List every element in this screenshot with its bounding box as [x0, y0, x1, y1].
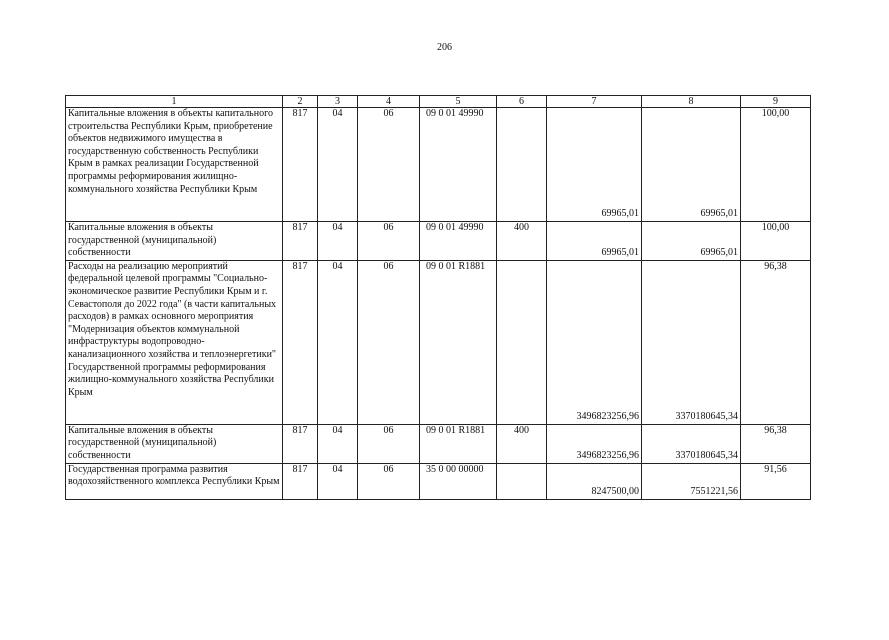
- cell-target-code: 09 0 01 R1881: [420, 424, 497, 463]
- cell-planned-amount: 3496823256,96: [547, 424, 642, 463]
- cell-subsection: 06: [358, 424, 420, 463]
- column-header: 6: [497, 96, 547, 108]
- table-row: [66, 222, 811, 261]
- cell-ministry: 817: [283, 260, 318, 424]
- table-row: [66, 424, 811, 463]
- cell-subsection: 06: [358, 222, 420, 261]
- cell-planned-amount: 3496823256,96: [547, 260, 642, 424]
- cell-planned-amount: 69965,01: [547, 108, 642, 222]
- column-header: 3: [318, 96, 358, 108]
- column-header: 4: [358, 96, 420, 108]
- cell-target-code: 09 0 01 49990: [420, 222, 497, 261]
- column-header: 8: [642, 96, 741, 108]
- row-name: Государственная программа развития водохозяйственного комплекса Республики Крым: [66, 463, 283, 499]
- cell-percent: 100,00: [741, 108, 811, 222]
- table-row: [66, 463, 811, 499]
- cell-target-code: 35 0 00 00000: [420, 463, 497, 499]
- cell-actual-amount: 7551221,56: [642, 463, 741, 499]
- column-header: 7: [547, 96, 642, 108]
- cell-ministry: 817: [283, 424, 318, 463]
- cell-subsection: 06: [358, 463, 420, 499]
- cell-actual-amount: 3370180645,34: [642, 260, 741, 424]
- cell-planned-amount: 69965,01: [547, 222, 642, 261]
- table-row: [66, 260, 811, 424]
- row-name: Капитальные вложения в объекты государственной (муниципальной) собственности: [66, 424, 283, 463]
- cell-actual-amount: 69965,01: [642, 108, 741, 222]
- cell-ministry: 817: [283, 108, 318, 222]
- header-row: [66, 96, 811, 108]
- cell-target-code: 09 0 01 R1881: [420, 260, 497, 424]
- column-header: 5: [420, 96, 497, 108]
- cell-ministry: 817: [283, 222, 318, 261]
- cell-expense-type: [497, 463, 547, 499]
- cell-ministry: 817: [283, 463, 318, 499]
- cell-expense-type: [497, 108, 547, 222]
- cell-expense-type: 400: [497, 222, 547, 261]
- budget-table: [65, 95, 811, 500]
- cell-percent: 96,38: [741, 424, 811, 463]
- cell-expense-type: [497, 260, 547, 424]
- cell-section: 04: [318, 463, 358, 499]
- column-header: 2: [283, 96, 318, 108]
- cell-actual-amount: 3370180645,34: [642, 424, 741, 463]
- row-name: Расходы на реализацию мероприятий федеральной целевой программы "Социально-экономическое развитие Республики Крым и г. Севастополя до 2022 года" (в части капитальных расходов) в рамках основного мероприятия "Модернизация объектов коммунальной инфраструктуры водопроводно-канализационного хозяйства и теплоэнергетики" Государственной программы реформирования жилищно-коммунального хозяйства Республики Крым: [66, 260, 283, 424]
- cell-expense-type: 400: [497, 424, 547, 463]
- cell-subsection: 06: [358, 108, 420, 222]
- row-name: Капитальные вложения в объекты капитального строительства Республики Крым, приобретение объектов недвижимого имущества в государственную собственность Республики Крым в рамках реализации Государственной программы реформирования жилищно-коммунального хозяйства Республики Крым: [66, 108, 283, 222]
- column-header: 1: [66, 96, 283, 108]
- cell-section: 04: [318, 108, 358, 222]
- table-row: [66, 108, 811, 222]
- cell-section: 04: [318, 260, 358, 424]
- cell-percent: 100,00: [741, 222, 811, 261]
- page-number: 206: [437, 42, 452, 53]
- cell-planned-amount: 8247500,00: [547, 463, 642, 499]
- cell-percent: 91,56: [741, 463, 811, 499]
- cell-section: 04: [318, 222, 358, 261]
- cell-section: 04: [318, 424, 358, 463]
- column-header: 9: [741, 96, 811, 108]
- cell-target-code: 09 0 01 49990: [420, 108, 497, 222]
- cell-actual-amount: 69965,01: [642, 222, 741, 261]
- cell-subsection: 06: [358, 260, 420, 424]
- row-name: Капитальные вложения в объекты государственной (муниципальной) собственности: [66, 222, 283, 261]
- cell-percent: 96,38: [741, 260, 811, 424]
